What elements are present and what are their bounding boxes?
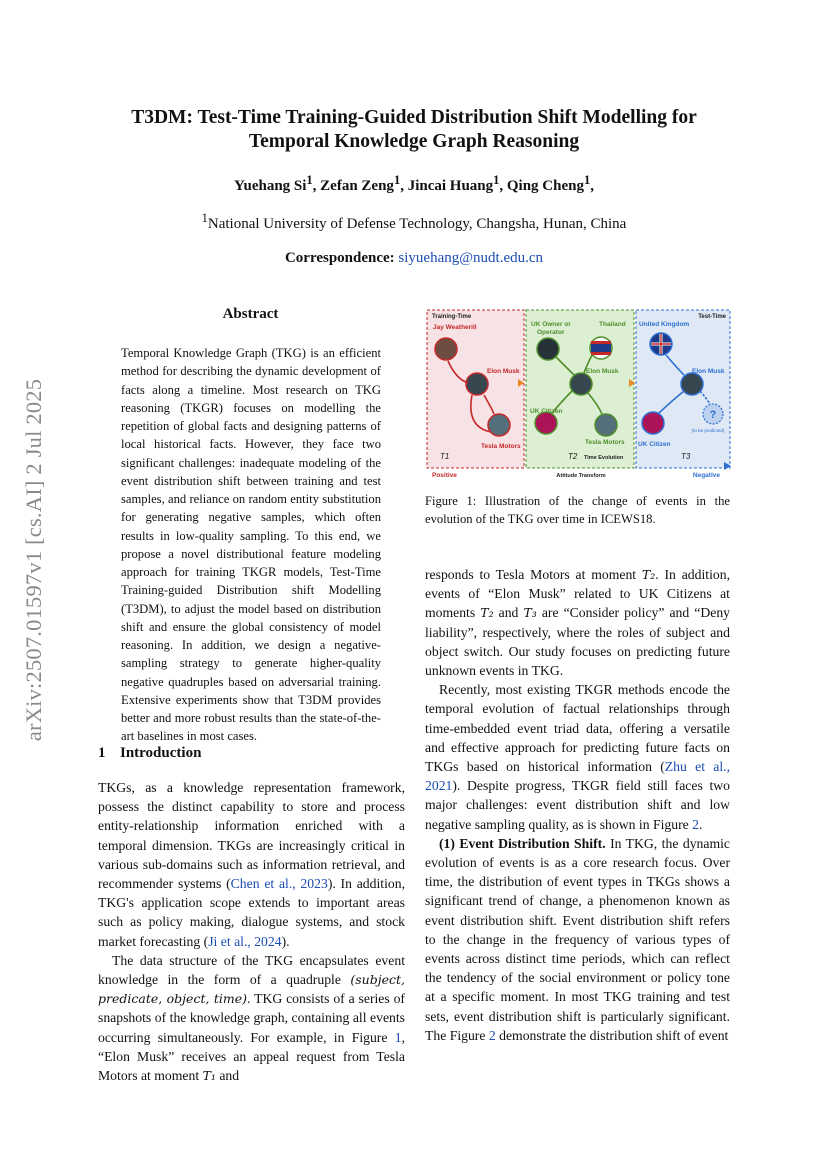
correspondence-label: Correspondence: <box>284 250 395 266</box>
author-separator: , <box>590 178 594 194</box>
figure-1-illustration <box>426 309 731 481</box>
quadruple-math: (subject, predicate, object, time) <box>98 972 405 1007</box>
flag-stripe <box>591 341 611 344</box>
text-run: The data structure of the TKG encapsulates event knowledge in the form of a quadruple <box>98 952 405 988</box>
affiliation-text: National University of Defense Technology, Changsha, Hunan, China <box>207 216 627 232</box>
text-run: and <box>215 1068 240 1084</box>
avatar-elon-musk <box>570 373 592 395</box>
author-list <box>0 173 828 195</box>
author-separator: , <box>312 178 321 194</box>
arxiv-identifier: arXiv:2507.01597v1 [cs.AI] 2 Jul 2025 <box>21 378 46 742</box>
author-sup: 1 <box>493 173 500 187</box>
to-be-predicted-label: (to be predicted) <box>691 428 725 433</box>
time-t3: T3 <box>681 452 691 461</box>
text-run: . <box>698 816 703 832</box>
time-t2: T2 <box>568 452 578 461</box>
entity-thailand: Thailand <box>599 321 626 328</box>
affiliation-sup: 1 <box>201 211 208 225</box>
avatar-elon-musk <box>466 373 488 395</box>
right-paragraph-1 <box>425 565 730 680</box>
text-run: . TKG consists of a series of snapshots of the knowledge graph, containing all events occurring simultaneously. For example, in Figure <box>98 991 405 1045</box>
intro-right-column <box>425 565 730 1045</box>
right-paragraph-2 <box>425 680 730 834</box>
time-symbol: T₁ <box>202 1068 216 1084</box>
title-line-1: T3DM: Test-Time Training-Guided Distribution Shift Modelling for <box>131 107 697 128</box>
time-symbol: T₃ <box>523 605 537 621</box>
author-separator: , <box>400 178 408 194</box>
training-time-label: Training-Time <box>432 314 472 320</box>
text-run: ). Despite progress, TKGR field still faces two major challenges: event distribution shift and low negative sampling quality, as is shown in Figure <box>425 778 730 832</box>
author-sup: 1 <box>583 173 591 187</box>
citation-link[interactable]: Zhu et al., 2021 <box>425 759 730 794</box>
abstract-text: Temporal Knowledge Graph (TKG) is an efficient method for describing the dynamic development of facts along a timeline. Most research on TKG reasoning (TKGR) focuses on modelling the repetition of global facts and designing patterns of local historical facts. However, they face two significant challenges: inadequate modeling of the event distribution shift between training and test samples, and reliance on random entity substitution for generating negative samples, which often results in low-quality sampling. To this end, we propose a novel distributional feature modeling approach for training TKGR models, Test-Time Training-guided Distribution shift Modelling (T3DM), to adjust the model based on distribution shift and ensure the global consistency of model reasoning. In addition, we design a negative-sampling strategy to generate higher-quality negative quadruples based on adversarial training. Extensive experiments show that T3DM provides better and more robust results than the state-of-the-art baselines in most cases. <box>121 346 381 744</box>
avatar-jay-weatherill <box>435 338 457 360</box>
text-run: ). In addition, TKG's application scope extends to important areas such as policy making, dialogue systems, and stock market forecasting ( <box>98 876 405 949</box>
paper-title <box>0 106 828 154</box>
entity-uk-citizen: UK Citizen <box>638 441 671 448</box>
entity-jay-weatherill: Jay Weatherill <box>433 324 477 331</box>
author-name: Zefan Zeng <box>320 178 394 194</box>
author-separator: , <box>499 178 507 194</box>
entity-elon-musk: Elon Musk <box>692 368 725 375</box>
crowd-icon <box>535 412 557 434</box>
citation-link[interactable]: Chen et al., 2023 <box>230 876 328 892</box>
title-line-2: Temporal Knowledge Graph Reasoning <box>248 131 580 152</box>
author-name: Yuehang Si <box>234 178 307 194</box>
correspondence <box>0 250 828 267</box>
time-t1: T1 <box>440 452 450 461</box>
text-run: , “Elon Musk” receives an appeal request from Tesla Motors at moment <box>98 1029 405 1084</box>
text-run: . In addition, events of “Elon Musk” related to UK Citizens at moments <box>425 567 730 621</box>
entity-elon-musk: Elon Musk <box>586 368 619 375</box>
section-heading <box>98 745 201 762</box>
test-time-label: Test-Time <box>698 314 726 320</box>
author-name: Jincai Huang <box>407 178 494 194</box>
text-run: TKGs, as a knowledge representation framework, possess the distinct capability to store and process entity-relationship information enriched with a temporal dimension. TKGs are increasingly critical in various sub-domains such as information retrieval, and recommender systems ( <box>98 780 405 892</box>
entity-uk-owner-1: UK Owner or <box>531 321 571 328</box>
text-run: responds to Tesla Motors at moment <box>425 567 642 582</box>
figure-ref-link[interactable]: 1 <box>394 1029 402 1045</box>
attitude-transform-label: Attitude Transform <box>556 473 606 479</box>
section-title: Introduction <box>120 745 202 761</box>
text-run: and <box>493 605 524 621</box>
text-run: Recently, most existing TKGR methods encode the temporal evolution of factual relationships through time-embedded event triad data, offering a versatile and effective approach for predicting future facts on TKGs based on historical information ( <box>425 682 730 775</box>
text-run: ). <box>281 933 290 949</box>
abstract-heading: Abstract <box>222 306 279 322</box>
author-name: Qing Cheng <box>506 178 584 194</box>
flag-stripe <box>591 352 611 355</box>
author-sup: 1 <box>306 173 313 187</box>
positive-label: Positive <box>432 472 457 479</box>
affiliation <box>0 211 828 233</box>
correspondence-email-link[interactable]: siyuehang@nudt.edu.cn <box>398 250 544 266</box>
time-evolution-label: Time Evolution <box>584 455 624 461</box>
author-sup: 1 <box>393 173 401 187</box>
entity-uk-owner-2: Operator <box>537 329 565 336</box>
entity-uk-citizen: UK Citizen <box>530 408 563 415</box>
text-run: are “Consider policy” and “Deny liability”, respectively, where the roles of subject and object switch. Our study focuses on predicting future unknown events in TKG. <box>425 605 731 679</box>
time-symbol: T₂ <box>480 605 494 621</box>
avatar-uk-owner <box>537 338 559 360</box>
figure-ref-link[interactable]: 2 <box>488 1027 496 1043</box>
intro-paragraph-1 <box>98 778 405 951</box>
section-number: 1 <box>98 745 106 761</box>
arxiv-stamp <box>14 360 54 760</box>
figure-1-caption: Figure 1: Illustration of the change of events in the evolution of the TKG over time in ICEWS18. <box>425 494 730 526</box>
car-icon <box>488 414 510 436</box>
entity-united-kingdom: United Kingdom <box>639 321 690 328</box>
entity-tesla-motors: Tesla Motors <box>481 443 521 450</box>
entity-elon-musk: Elon Musk <box>487 368 520 375</box>
entity-tesla-motors: Tesla Motors <box>585 439 625 446</box>
text-run: In TKG, the dynamic evolution of events is as a core research focus. Over time, the distribution of event types in TKGs shows a significant trend of change, a phenomenon known as event distribution shift. Event distribution shift refers to the change in the frequency of various types of events across distinct time periods, which can reflect the tendency of the social environment or policy tone at a specific moment. In most TKG training and test sets, event distribution shift is particularly significant. The Figure <box>425 835 730 1043</box>
intro-left-column <box>98 778 405 1085</box>
citation-link[interactable]: Ji et al., 2024 <box>208 933 282 949</box>
intro-paragraph-2 <box>98 951 405 1085</box>
question-mark: ? <box>709 409 717 421</box>
crowd-icon <box>642 412 664 434</box>
negative-label: Negative <box>692 472 720 479</box>
right-paragraph-3 <box>425 834 730 1045</box>
paragraph-lead: (1) Event Distribution Shift. <box>439 835 606 851</box>
text-run: demonstrate the distribution shift of event <box>495 1027 729 1043</box>
car-icon <box>595 414 617 436</box>
time-symbol: T₂ <box>641 567 656 582</box>
flag-stripe <box>591 344 611 352</box>
figure-ref-link[interactable]: 2 <box>692 816 699 832</box>
